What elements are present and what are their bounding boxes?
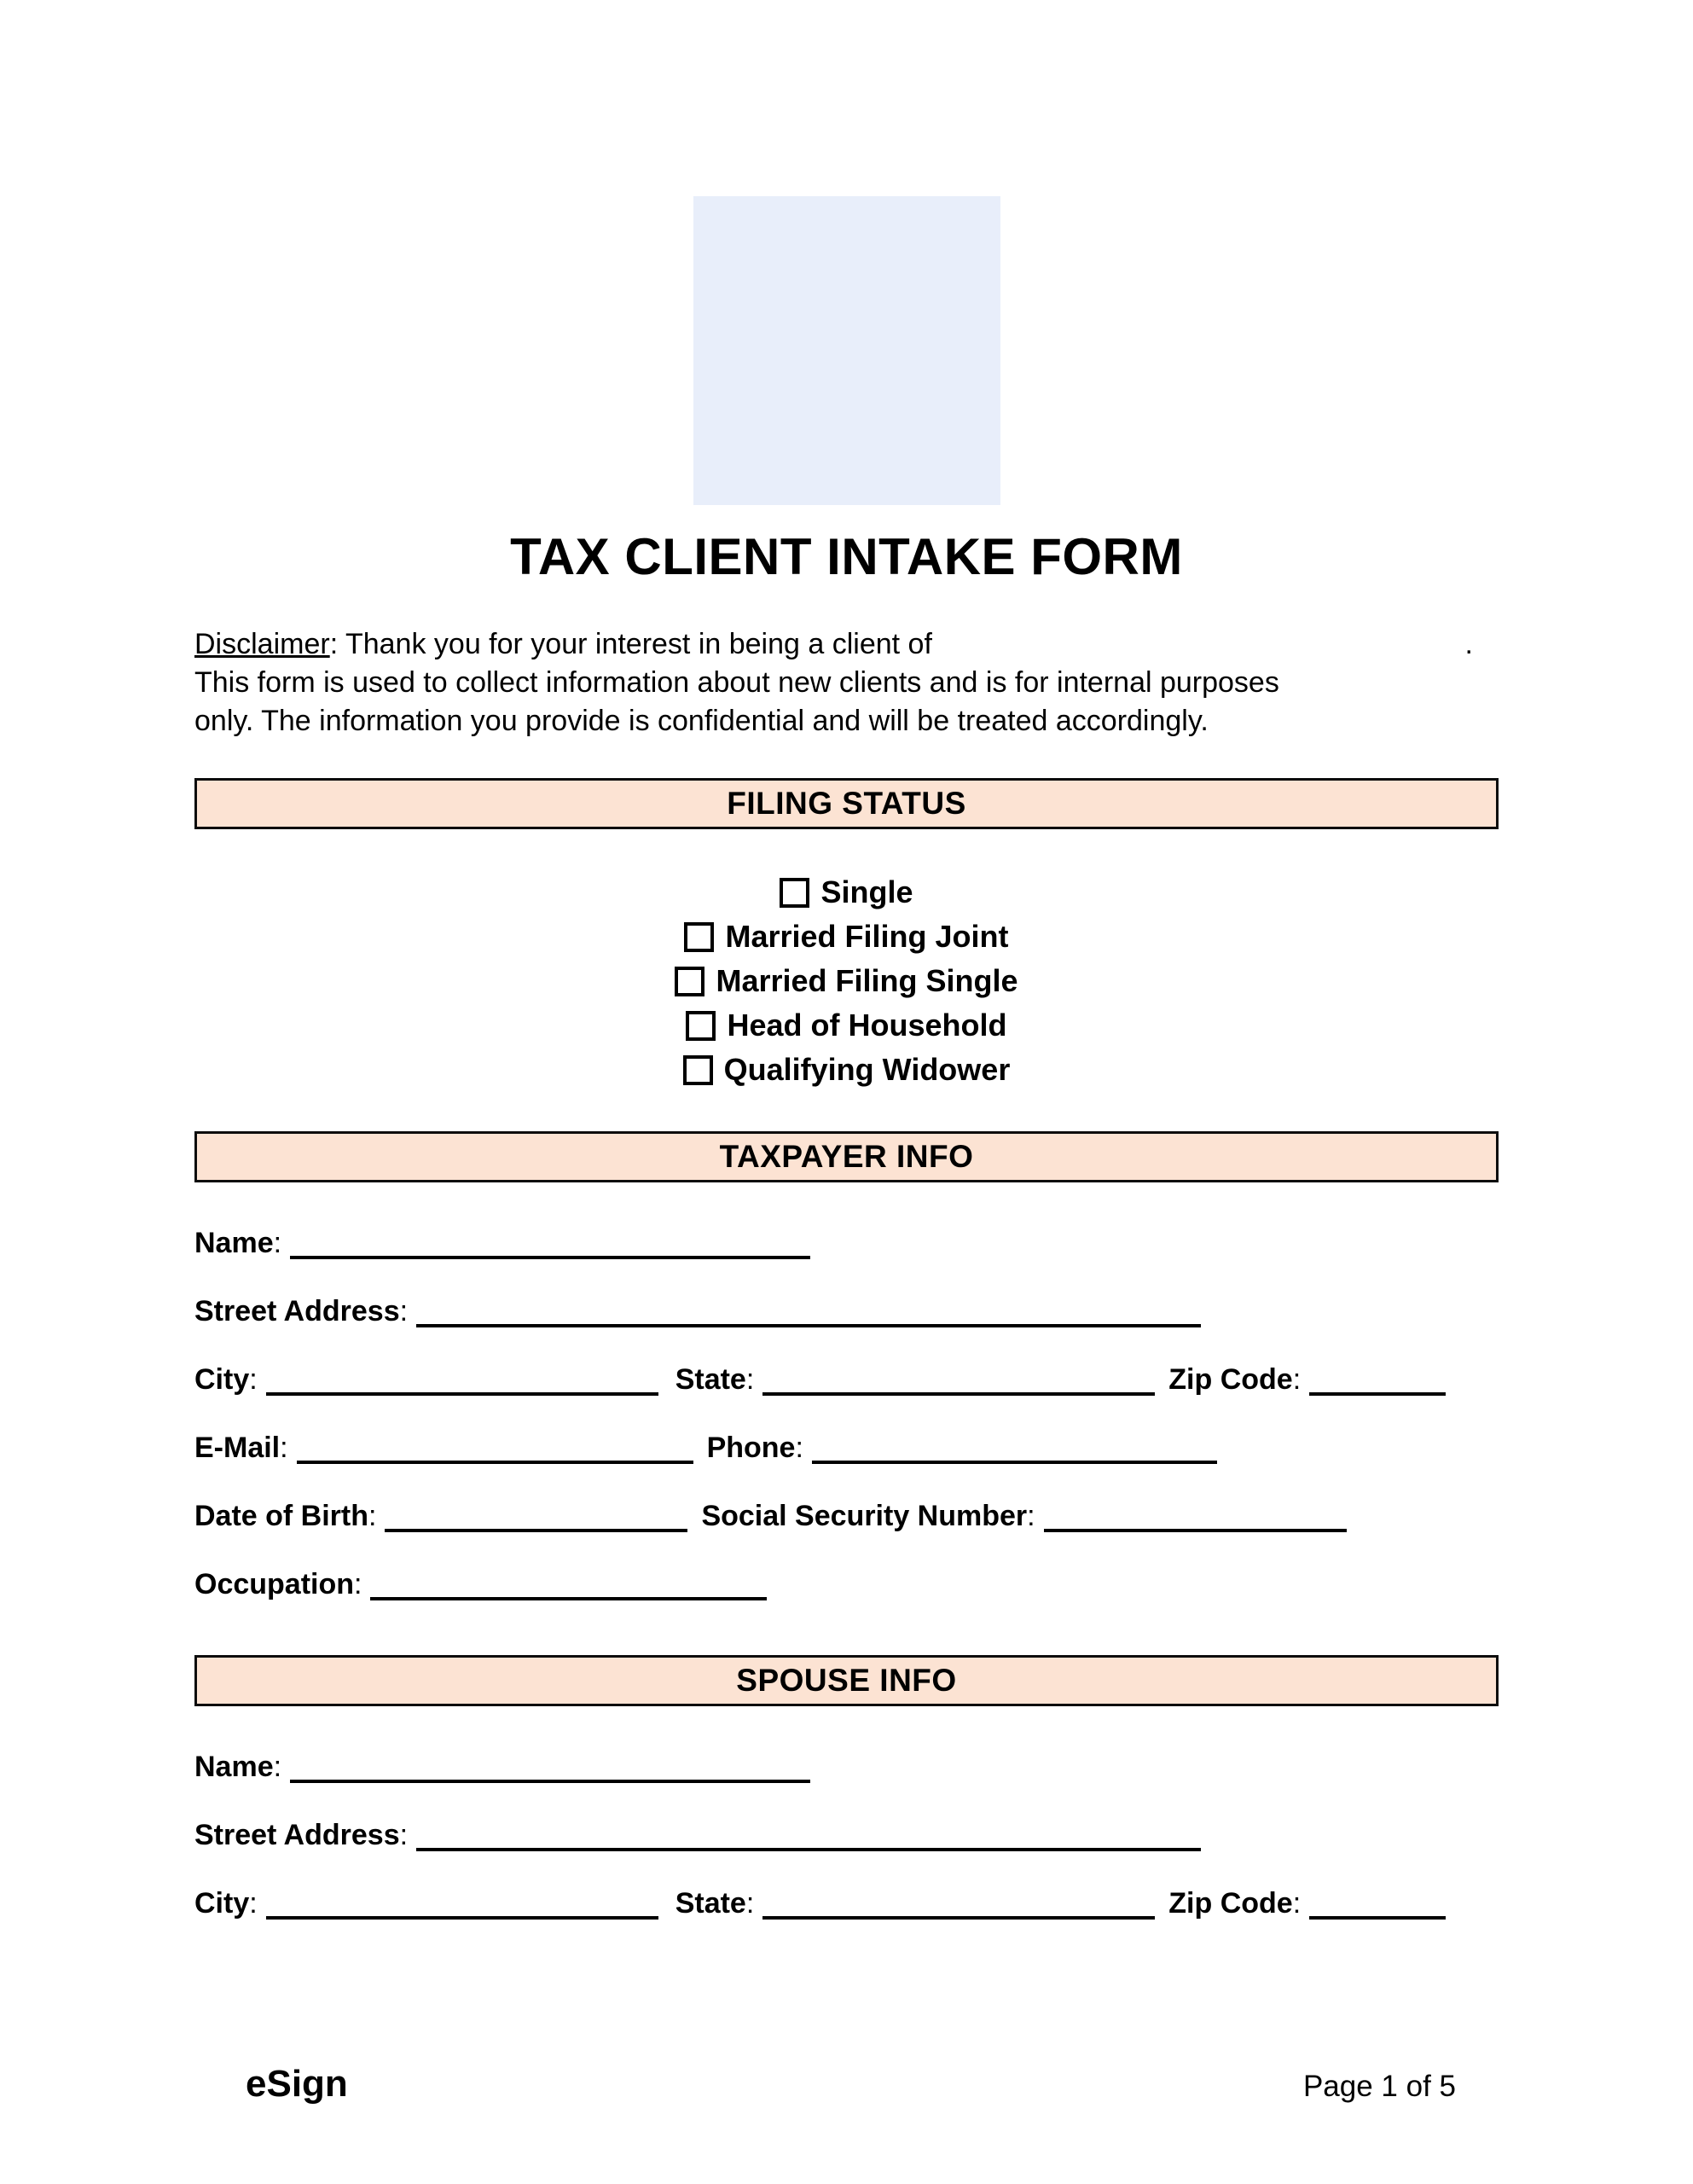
checkbox-married-filing-joint[interactable] — [684, 922, 714, 952]
date-of-birth-label: Date of Birth — [194, 1500, 368, 1532]
checkbox-head-of-household[interactable] — [686, 1011, 716, 1041]
field-row-spouse-name — [194, 1751, 1499, 1786]
disclaimer — [194, 625, 1499, 741]
spouse-street-address-input-line[interactable] — [416, 1841, 1201, 1851]
ssn-label: Social Security Number — [701, 1500, 1028, 1532]
taxpayer-name-input-line[interactable] — [290, 1249, 810, 1259]
colon: : — [280, 1432, 288, 1464]
disclaimer-label: Disclaimer — [194, 628, 330, 660]
section-header-filing-status: FILING STATUS — [194, 778, 1499, 829]
taxpayer-date-of-birth-input-line[interactable] — [385, 1522, 687, 1532]
page-title: TAX CLIENT INTAKE FORM — [510, 528, 1183, 585]
option-label: Married Filing Single — [716, 963, 1018, 998]
taxpayer-phone-input-line[interactable] — [812, 1454, 1217, 1464]
colon: : — [399, 1819, 409, 1851]
field-row-spouse-street-address — [194, 1819, 1499, 1855]
disclaimer-line-2: This form is used to collect information about new clients and is for internal purposes — [194, 666, 1279, 699]
field-row-taxpayer-occupation — [194, 1568, 1499, 1604]
field-row-taxpayer-street-address — [194, 1295, 1499, 1331]
taxpayer-zip-code-input-line[interactable] — [1309, 1385, 1446, 1396]
disclaimer-line-3: only. The information you provide is confidential and will be treated accordingly. — [194, 705, 1209, 737]
colon: : — [273, 1227, 282, 1259]
colon: : — [399, 1295, 409, 1327]
name-label: Name — [194, 1227, 274, 1259]
filing-status-options — [194, 875, 1499, 1087]
filing-option-single — [194, 875, 1499, 909]
street-address-label: Street Address — [194, 1819, 400, 1851]
checkbox-single[interactable] — [780, 878, 809, 908]
option-label: Single — [820, 874, 913, 909]
esign-logo: eSign — [246, 2063, 348, 2105]
colon: : — [1027, 1500, 1035, 1532]
field-row-taxpayer-city-state-zip — [194, 1363, 1499, 1399]
spouse-city-input-line[interactable] — [266, 1909, 658, 1920]
logo-placeholder — [693, 196, 1000, 505]
zip-code-label: Zip Code — [1168, 1363, 1293, 1396]
checkbox-qualifying-widower[interactable] — [683, 1055, 713, 1085]
field-row-spouse-city-state-zip — [194, 1887, 1499, 1923]
filing-option-married-filing-single — [194, 964, 1499, 998]
taxpayer-email-input-line[interactable] — [297, 1454, 693, 1464]
disclaimer-text — [194, 625, 932, 664]
state-label: State — [675, 1363, 746, 1396]
name-label: Name — [194, 1751, 274, 1783]
field-row-taxpayer-dob-ssn — [194, 1500, 1499, 1536]
filing-option-qualifying-widower — [194, 1053, 1499, 1087]
spouse-state-input-line[interactable] — [762, 1909, 1155, 1920]
spouse-fields — [194, 1751, 1499, 1923]
checkbox-married-filing-single[interactable] — [675, 967, 704, 996]
taxpayer-state-input-line[interactable] — [762, 1385, 1155, 1396]
disclaimer-line-1 — [194, 625, 1499, 664]
taxpayer-city-input-line[interactable] — [266, 1385, 658, 1396]
colon: : — [273, 1751, 282, 1783]
field-row-taxpayer-email-phone — [194, 1432, 1499, 1467]
state-label: State — [675, 1887, 746, 1920]
filing-option-head-of-household — [194, 1008, 1499, 1043]
colon: : — [249, 1887, 258, 1920]
spouse-name-input-line[interactable] — [290, 1773, 810, 1783]
city-label: City — [194, 1887, 250, 1920]
spouse-zip-code-input-line[interactable] — [1309, 1909, 1446, 1920]
field-row-taxpayer-name — [194, 1227, 1499, 1263]
option-label: Married Filing Joint — [725, 919, 1009, 954]
filing-option-married-filing-joint — [194, 920, 1499, 954]
city-label: City — [194, 1363, 250, 1396]
colon: : — [249, 1363, 258, 1396]
disclaimer-trailing-period: . — [1464, 628, 1473, 660]
email-label: E-Mail — [194, 1432, 281, 1464]
zip-code-label: Zip Code — [1168, 1887, 1293, 1920]
street-address-label: Street Address — [194, 1295, 400, 1327]
page-indicator: Page 1 of 5 — [1302, 2070, 1456, 2103]
taxpayer-ssn-input-line[interactable] — [1044, 1522, 1347, 1532]
phone-label: Phone — [706, 1432, 796, 1464]
section-header-taxpayer-info: TAXPAYER INFO — [194, 1131, 1499, 1182]
taxpayer-occupation-input-line[interactable] — [370, 1590, 767, 1600]
section-header-spouse-info: SPOUSE INFO — [194, 1655, 1499, 1706]
taxpayer-fields — [194, 1227, 1499, 1604]
colon: : — [795, 1432, 803, 1464]
colon: : — [354, 1568, 362, 1600]
option-label: Head of Household — [727, 1008, 1007, 1043]
occupation-label: Occupation — [194, 1568, 355, 1600]
taxpayer-street-address-input-line[interactable] — [416, 1317, 1201, 1327]
option-label: Qualifying Widower — [723, 1052, 1011, 1087]
colon: : — [745, 1363, 755, 1396]
colon: : — [745, 1887, 755, 1920]
colon: : — [368, 1500, 377, 1532]
footer — [194, 2063, 1499, 2106]
colon: : — [1292, 1887, 1302, 1920]
colon: : — [1292, 1363, 1302, 1396]
disclaimer-intro: : Thank you for your interest in being a client of — [329, 628, 932, 660]
